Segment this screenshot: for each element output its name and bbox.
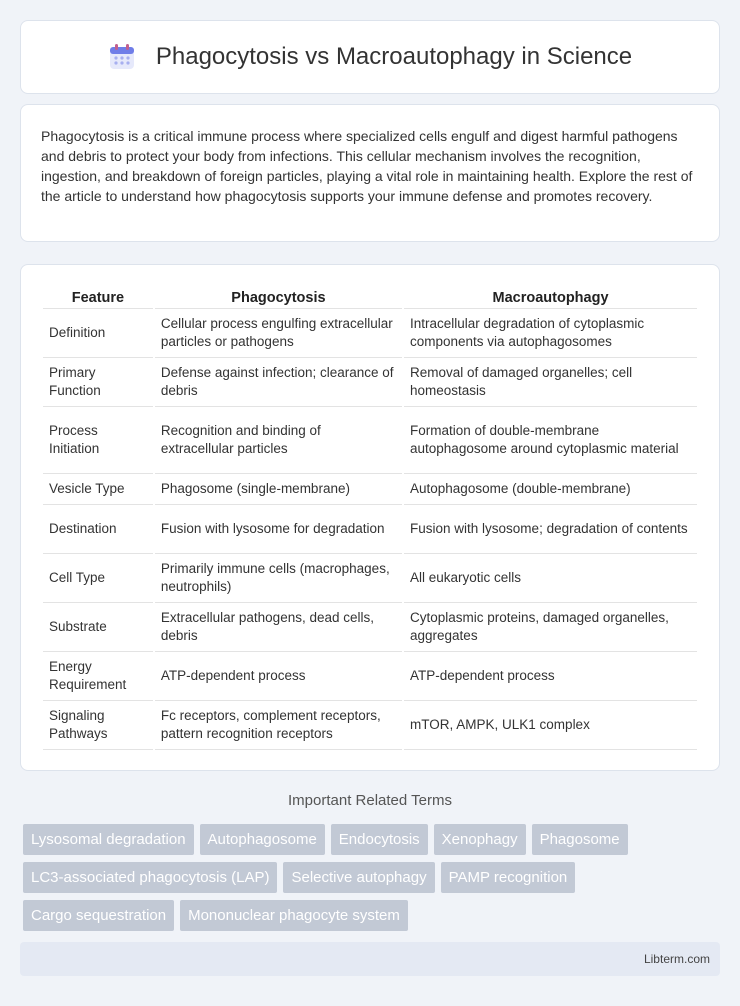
table-row xyxy=(43,603,697,652)
table-header-row xyxy=(43,283,697,309)
table-cell: Cellular process engulfing extracellular particles or pathogens xyxy=(155,309,402,358)
tag-autophagosome[interactable]: Autophagosome xyxy=(200,824,325,855)
table-cell: Intracellular degradation of cytoplasmic components via autophagosomes xyxy=(404,309,697,358)
comparison-table xyxy=(41,283,699,750)
table-cell: Fusion with lysosome; degradation of contents xyxy=(404,505,697,554)
table-cell: Primarily immune cells (macrophages, neutrophils) xyxy=(155,554,402,603)
tag-pamp-recognition[interactable]: PAMP recognition xyxy=(441,862,576,893)
table-cell: Cytoplasmic proteins, damaged organelles, aggregates xyxy=(404,603,697,652)
tag-phagosome[interactable]: Phagosome xyxy=(532,824,628,855)
table-cell: Formation of double-membrane autophagosome around cytoplasmic material xyxy=(404,407,697,474)
table-cell: Definition xyxy=(43,309,153,358)
tag-lc3-associated-phagocytosis[interactable]: LC3-associated phagocytosis (LAP) xyxy=(23,862,277,893)
tag-mononuclear-phagocyte-system[interactable]: Mononuclear phagocyte system xyxy=(180,900,408,931)
table-cell: Fc receptors, complement receptors, pattern recognition receptors xyxy=(155,701,402,750)
table-cell: Fusion with lysosome for degradation xyxy=(155,505,402,554)
tag-cargo-sequestration[interactable]: Cargo sequestration xyxy=(23,900,174,931)
related-terms-tags xyxy=(23,824,713,938)
table-cell: Autophagosome (double-membrane) xyxy=(404,474,697,505)
column-header: Macroautophagy xyxy=(404,283,697,309)
table-cell: Removal of damaged organelles; cell homeostasis xyxy=(404,358,697,407)
table-cell: Signaling Pathways xyxy=(43,701,153,750)
table-row xyxy=(43,474,697,505)
table-row xyxy=(43,554,697,603)
tag-xenophagy[interactable]: Xenophagy xyxy=(434,824,526,855)
table-cell: ATP-dependent process xyxy=(155,652,402,701)
column-header: Phagocytosis xyxy=(155,283,402,309)
table-row xyxy=(43,701,697,750)
table-cell: Destination xyxy=(43,505,153,554)
table-cell: Extracellular pathogens, dead cells, debris xyxy=(155,603,402,652)
table-row xyxy=(43,309,697,358)
intro-card xyxy=(20,104,720,242)
table-cell: mTOR, AMPK, ULK1 complex xyxy=(404,701,697,750)
related-terms-title: Important Related Terms xyxy=(288,792,452,809)
footer-site-link[interactable]: Libterm.com xyxy=(643,952,710,966)
table-cell: Cell Type xyxy=(43,554,153,603)
table-cell: Substrate xyxy=(43,603,153,652)
tag-selective-autophagy[interactable]: Selective autophagy xyxy=(283,862,434,893)
table-cell: Primary Function xyxy=(43,358,153,407)
calendar-icon xyxy=(108,43,136,71)
table-cell: Energy Requirement xyxy=(43,652,153,701)
table-row xyxy=(43,652,697,701)
comparison-table-card xyxy=(20,264,720,771)
column-header: Feature xyxy=(43,283,153,309)
table-cell: Defense against infection; clearance of debris xyxy=(155,358,402,407)
footer xyxy=(20,942,720,976)
table-cell: ATP-dependent process xyxy=(404,652,697,701)
table-row xyxy=(43,407,697,474)
intro-text: Phagocytosis is a critical immune process where specialized cells engulf and digest harmful pathogens and debris to protect your body from infections. This cellular mechanism involves the recognition, ingestion, and breakdown of foreign particles, playing a vital role in maintaining health. Explore the rest of the article to understand how phagocytosis supports your immune defense and promotes recovery. xyxy=(41,128,693,204)
table-cell: Recognition and binding of extracellular particles xyxy=(155,407,402,474)
page-title: Phagocytosis vs Macroautophagy in Science xyxy=(155,43,633,70)
tag-lysosomal-degradation[interactable]: Lysosomal degradation xyxy=(23,824,194,855)
table-row xyxy=(43,358,697,407)
table-cell: Phagosome (single-membrane) xyxy=(155,474,402,505)
tag-endocytosis[interactable]: Endocytosis xyxy=(331,824,428,855)
header-card xyxy=(20,20,720,94)
table-cell: All eukaryotic cells xyxy=(404,554,697,603)
table-cell: Vesicle Type xyxy=(43,474,153,505)
header xyxy=(108,43,632,71)
table-row xyxy=(43,505,697,554)
table-cell: Process Initiation xyxy=(43,407,153,474)
